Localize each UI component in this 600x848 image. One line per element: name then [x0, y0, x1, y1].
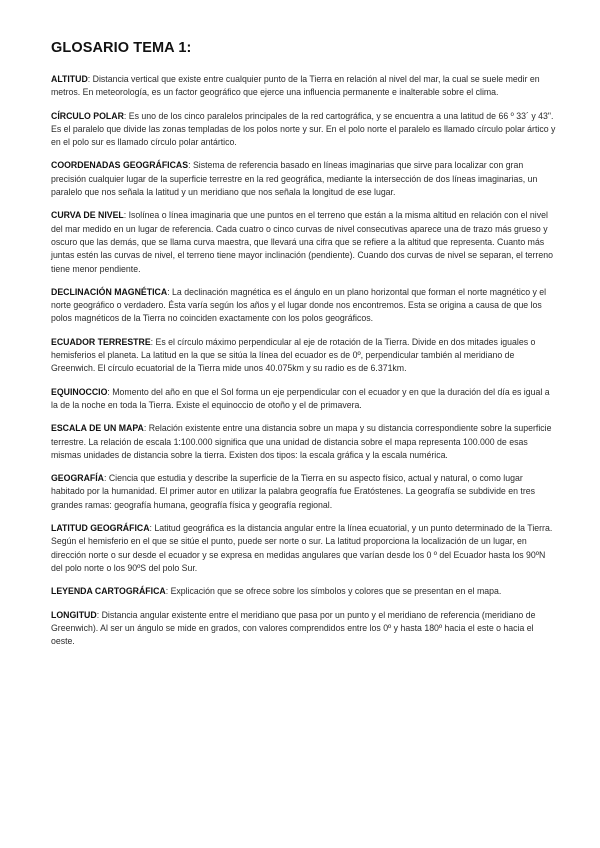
- glossary-term: LATITUD GEOGRÁFICA: [51, 523, 150, 534]
- glossary-definition: : Latitud geográfica es la distancia angular entre la línea ecuatorial, y un punto determinado de la Tierra. Según el hemisferio en el que se sitúe el punto, puede ser norte o sur. La latitud proporciona la localización de un lugar, en dirección norte o sur desde el ecuador y se expresa en medidas angulares que varían desde los 0 º del Ecuador hasta los 90ºN del polo norte o los 90ºS del polo Sur.: [51, 523, 553, 573]
- glossary-definition: : Sistema de referencia basado en líneas imaginarias que sirve para localizar con gran precisión cualquier lugar de la superficie terrestre en la red geográfica, mediante la intersección de dos líneas imaginarias, un paralelo que nos señala la latitud y un meridiano que nos señala la longitud de ese lugar.: [51, 160, 538, 198]
- glossary-definition: : Es uno de los cinco paralelos principales de la red cartográfica, y se encuentra a una latitud de 66 º 33´ y 43". Es el paralelo que divide las zonas templadas de los polos norte y sur. En el polo norte el paralelo es llamado círculo polar ártico y en el polo sur es llamado círculo polar antártico.: [51, 110, 556, 148]
- glossary-term: ESCALA DE UN MAPA: [51, 423, 144, 434]
- glossary-entry-escala-de-un-mapa: [51, 422, 556, 462]
- glossary-definition: : Explicación que se ofrece sobre los símbolos y colores que se presentan en el mapa.: [165, 586, 502, 597]
- glossary-term: CURVA DE NIVEL: [51, 210, 124, 221]
- glossary-definition: : Relación existente entre una distancia sobre un mapa y su distancia correspondiente sobre la superficie terrestre. La relación de escala 1:100.000 significa que una unidad de distancia sobre el mapa representa 100.000 de esas mismas unidades de distancia sobre la tierra. Existen dos tipos: la escala gráfica y la escala numérica.: [51, 423, 552, 460]
- glossary-definition: : Ciencia que estudia y describe la superficie de la Tierra en su aspecto físico, actual y natural, o como lugar habitado por la humanidad. El primer autor en utilizar la palabra geografía fue Eratóstenes. La geografía se subdivide en tres grandes ramas: geografía humana, geografía física y geografía regional.: [51, 473, 535, 510]
- glossary-term: COORDENADAS GEOGRÁFICAS: [51, 160, 189, 171]
- glossary-definition: : Distancia vertical que existe entre cualquier punto de la Tierra en relación al nivel del mar, la cual se suele medir en metros. En meteorología, es un factor geográfico que ejerce una influencia permanente e inalterable sobre el clima.: [51, 74, 540, 98]
- glossary-entry-equinoccio: [51, 386, 556, 413]
- glossary-term: LONGITUD: [51, 609, 97, 620]
- glossary-term: LEYENDA CARTOGRÁFICA: [51, 586, 166, 597]
- glossary-entry-longitud: [51, 609, 556, 649]
- glossary-entry-curva-de-nivel: [51, 209, 556, 275]
- glossary-entry-coordenadas-geograficas: [51, 159, 556, 199]
- glossary-entry-declinacion-magnetica: [51, 286, 556, 326]
- glossary-term: GEOGRAFÍA: [51, 473, 104, 484]
- glossary-entry-leyenda-cartografica: [51, 585, 556, 598]
- glossary-entry-geografia: [51, 472, 556, 512]
- glossary-entry-circulo-polar: [51, 110, 556, 150]
- glossary-term: DECLINACIÓN MAGNÉTICA: [51, 286, 168, 297]
- glossary-definition: : Isolínea o línea imaginaria que une puntos en el terreno que están a la misma altitud en relación con el nivel del mar medido en un lugar de referencia. Cada cuatro o cinco curvas de nivel consecutivas aparece una de trazo más grueso y oscuro que las demás, que se llama curva maestra, que llevará una cifra que se refiere a la altitud que representa. Cuanto más juntas estén las curvas de nivel, el terreno tiene mayor inclinación (pendiente). Cuando dos curvas de nivel se separan, el terreno tiene menor pendiente.: [51, 210, 553, 274]
- glossary-page: [51, 40, 556, 658]
- glossary-definition: : Momento del año en que el Sol forma un eje perpendicular con el ecuador y en que la duración del día es igual a la de la noche en toda la Tierra. Existe el equinoccio de otoño y el de primavera.: [51, 386, 550, 410]
- glossary-definition: : Distancia angular existente entre el meridiano que pasa por un punto y el meridiano de referencia (meridiano de Greenwich). Al ser un ángulo se mide en grados, con valores comprendidos entre los 0º y hasta 180º hacia el este o hacia el oeste.: [51, 609, 536, 647]
- glossary-definition: : Es el círculo máximo perpendicular al eje de rotación de la Tierra. Divide en dos mitades iguales o hemisferios el planeta. La latitud en la que se sitúa la línea del ecuador es de 0º, perpendicular también al meridiano de Greenwich. El círculo ecuatorial de la Tierra mide unos 40.075km y su radio es de 6.371km.: [51, 336, 536, 374]
- glossary-term: CÍRCULO POLAR: [51, 110, 124, 121]
- glossary-entry-altitud: [51, 73, 556, 100]
- glossary-definition: : La declinación magnética es el ángulo en un plano horizontal que forman el norte magnético y el norte geográfico o verdadero. Ésta varía según los años y el lugar donde nos encontremos. Esta se origina a causa de que los polos magnéticos de la Tierra no coinciden exactamente con los polos geográficos.: [51, 286, 547, 324]
- glossary-term: ALTITUD: [51, 74, 88, 84]
- page-title: GLOSARIO TEMA 1:: [51, 40, 192, 56]
- glossary-term: ECUADOR TERRESTRE: [51, 336, 151, 347]
- glossary-entry-ecuador-terrestre: [51, 336, 556, 376]
- glossary-entry-latitud-geografica: [51, 522, 556, 575]
- glossary-term: EQUINOCCIO: [51, 386, 108, 397]
